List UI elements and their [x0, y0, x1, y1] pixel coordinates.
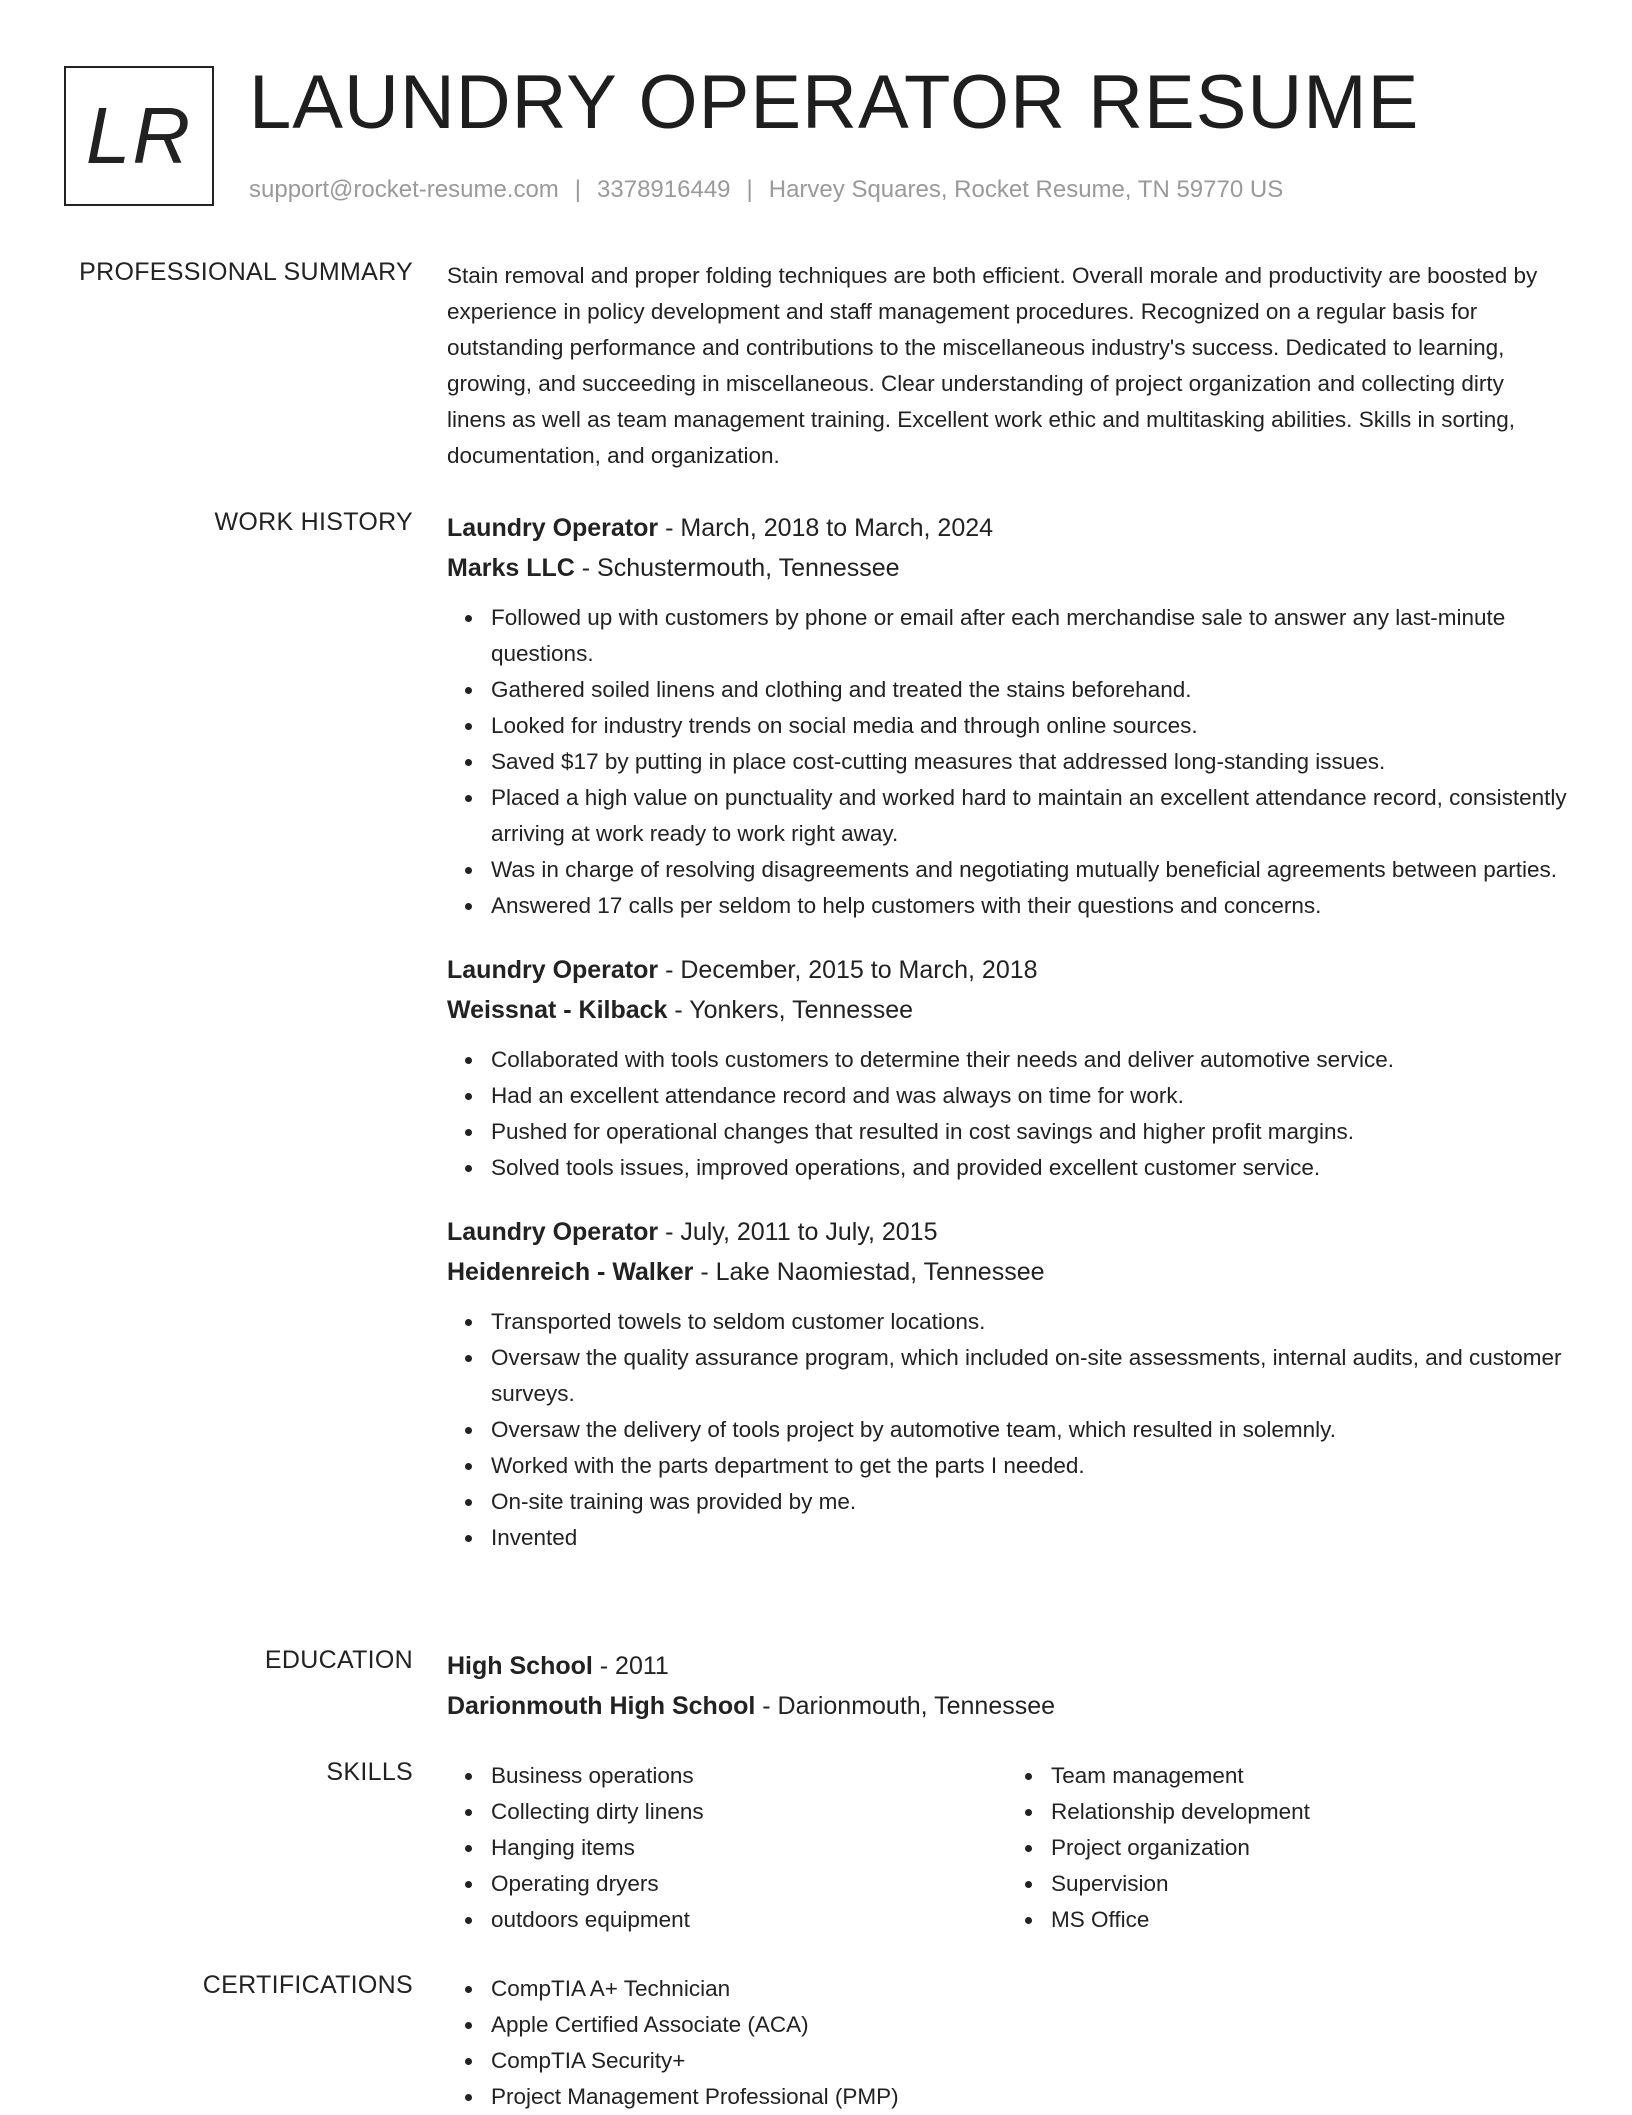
bullet-item: Gathered soiled linens and clothing and treated the stains beforehand.: [491, 672, 1567, 708]
bullet-item: Collaborated with tools customers to determine their needs and deliver automotive service.: [491, 1042, 1567, 1078]
job-title: Laundry Operator: [447, 956, 659, 984]
bullet-item: Saved $17 by putting in place cost-cutting measures that addressed long-standing issues.: [491, 744, 1567, 780]
section-label: EDUCATION: [264, 1646, 413, 1674]
contact-line: [249, 176, 1283, 204]
bullet-item: Followed up with customers by phone or email after each merchandise sale to answer any last-minute questions.: [491, 600, 1567, 672]
education-degree-line: [447, 1646, 1567, 1686]
skills-list-right: [1007, 1758, 1567, 1938]
job-title: Laundry Operator: [447, 514, 659, 542]
bullet-item: Was in charge of resolving disagreements and negotiating mutually beneficial agreements between parties.: [491, 852, 1567, 888]
job-title-line: [447, 508, 1567, 548]
bullet-item: Worked with the parts department to get the parts I needed.: [491, 1448, 1567, 1484]
section-label: SKILLS: [326, 1758, 413, 1786]
job-dates: - March, 2018 to March, 2024: [658, 514, 994, 542]
job-location: - Yonkers, Tennessee: [667, 996, 913, 1024]
job-bullets: [447, 1304, 1567, 1556]
education-school-line: [447, 1686, 1567, 1726]
bullet-item: Transported towels to seldom customer locations.: [491, 1304, 1567, 1340]
bullet-item: Solved tools issues, improved operations, and provided excellent customer service.: [491, 1150, 1567, 1186]
job-title-line: [447, 950, 1567, 990]
job-entry: [447, 508, 1567, 924]
contact-address: Harvey Squares, Rocket Resume, TN 59770 US: [768, 176, 1284, 203]
certification-item: Project Management Professional (PMP): [491, 2079, 1567, 2115]
skill-item: Supervision: [1051, 1866, 1567, 1902]
skill-item: MS Office: [1051, 1902, 1567, 1938]
bullet-item: Invented: [491, 1520, 1567, 1556]
section-label: PROFESSIONAL SUMMARY: [79, 258, 413, 286]
job-company: Heidenreich - Walker: [447, 1258, 694, 1286]
section-label: WORK HISTORY: [214, 508, 413, 536]
skill-item: Business operations: [491, 1758, 1007, 1794]
job-title: Laundry Operator: [447, 1218, 659, 1246]
section-label: CERTIFICATIONS: [202, 1971, 413, 1999]
bullet-item: On-site training was provided by me.: [491, 1484, 1567, 1520]
resume-title: LAUNDRY OPERATOR RESUME: [249, 60, 1420, 145]
monogram-logo: [64, 66, 214, 206]
job-title-line: [447, 1212, 1567, 1252]
job-location: - Schustermouth, Tennessee: [574, 554, 900, 582]
contact-phone: 3378916449: [597, 176, 731, 203]
bullet-item: Answered 17 calls per seldom to help customers with their questions and concerns.: [491, 888, 1567, 924]
job-company: Weissnat - Kilback: [447, 996, 668, 1024]
education-year: - 2011: [592, 1652, 669, 1680]
skill-item: Collecting dirty linens: [491, 1794, 1007, 1830]
contact-separator: |: [574, 176, 582, 203]
certification-item: CompTIA Security+: [491, 2043, 1567, 2079]
skill-item: Team management: [1051, 1758, 1567, 1794]
certification-item: Apple Certified Associate (ACA): [491, 2007, 1567, 2043]
bullet-item: Oversaw the quality assurance program, which included on-site assessments, internal audits, and customer surveys.: [491, 1340, 1567, 1412]
skill-item: Hanging items: [491, 1830, 1007, 1866]
skills-list-left: [447, 1758, 1007, 1938]
job-bullets: [447, 1042, 1567, 1186]
skill-item: Project organization: [1051, 1830, 1567, 1866]
job-bullets: [447, 600, 1567, 924]
skill-item: outdoors equipment: [491, 1902, 1007, 1938]
contact-email: support@rocket-resume.com: [249, 176, 559, 203]
skill-item: Relationship development: [1051, 1794, 1567, 1830]
summary-text: Stain removal and proper folding techniques are both efficient. Overall morale and productivity are boosted by experience in policy development and staff management procedures. Recognized on a regular basis for outstanding performance and contributions to the miscellaneous industry's success. Dedicated to learning, growing, and succeeding in miscellaneous. Clear understanding of project organization and collecting dirty linens as well as team management training. Excellent work ethic and multitasking abilities. Skills in sorting, documentation, and organization.: [447, 263, 1538, 468]
job-list: [447, 508, 1567, 1582]
monogram-text: LR: [85, 91, 193, 180]
education-degree: High School: [447, 1652, 593, 1680]
skill-item: Operating dryers: [491, 1866, 1007, 1902]
job-dates: - July, 2011 to July, 2015: [658, 1218, 938, 1246]
job-company: Marks LLC: [447, 554, 575, 582]
education-location: - Darionmouth, Tennessee: [755, 1692, 1056, 1720]
job-company-line: [447, 1252, 1567, 1292]
certifications-list: [447, 1971, 1567, 2115]
bullet-item: Placed a high value on punctuality and worked hard to maintain an excellent attendance record, consistently arriving at work ready to work right away.: [491, 780, 1567, 852]
bullet-item: Looked for industry trends on social media and through online sources.: [491, 708, 1567, 744]
bullet-item: Oversaw the delivery of tools project by automotive team, which resulted in solemnly.: [491, 1412, 1567, 1448]
education-school: Darionmouth High School: [447, 1692, 756, 1720]
certification-item: CompTIA A+ Technician: [491, 1971, 1567, 2007]
job-entry: [447, 1212, 1567, 1556]
job-company-line: [447, 548, 1567, 588]
job-entry: [447, 950, 1567, 1186]
contact-separator: |: [746, 176, 753, 203]
job-company-line: [447, 990, 1567, 1030]
job-location: - Lake Naomiestad, Tennessee: [693, 1258, 1045, 1286]
bullet-item: Pushed for operational changes that resulted in cost savings and higher profit margins.: [491, 1114, 1567, 1150]
job-dates: - December, 2015 to March, 2018: [658, 956, 1038, 984]
bullet-item: Had an excellent attendance record and was always on time for work.: [491, 1078, 1567, 1114]
